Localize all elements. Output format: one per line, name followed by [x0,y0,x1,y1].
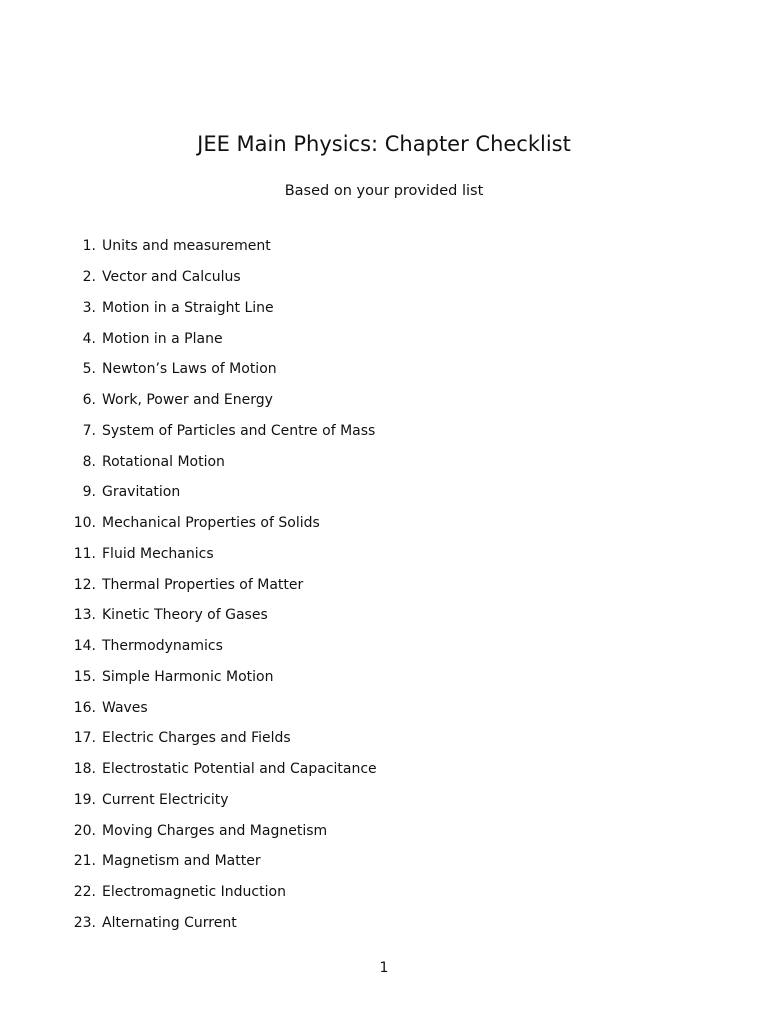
list-item [0,600,768,631]
item-label: Work, Power and Energy [102,392,273,409]
item-number: 19. [73,791,96,808]
item-label: Vector and Calculus [102,269,241,286]
list-item [0,508,768,539]
list-item [0,477,768,508]
item-number: 17. [73,730,96,747]
list-item [0,662,768,693]
item-label: Waves [102,699,148,716]
list-item [0,908,768,939]
item-number: 2. [82,269,96,286]
item-number: 11. [73,545,96,562]
item-number: 21. [73,853,96,870]
list-item [0,846,768,877]
list-item [0,877,768,908]
item-label: Alternating Current [102,914,237,931]
item-label: Newton’s Laws of Motion [102,361,277,378]
item-number: 5. [82,361,96,378]
item-number: 20. [73,822,96,839]
list-item [0,262,768,293]
item-number: 18. [73,761,96,778]
item-number: 1. [82,238,96,255]
list-item [0,231,768,262]
list-item [0,785,768,816]
page-subtitle: Based on your provided list [284,183,484,199]
list-item [0,354,768,385]
item-number: 23. [73,914,96,931]
item-label: Gravitation [102,484,181,501]
item-label: Electromagnetic Induction [102,884,286,901]
list-item [0,385,768,416]
item-label: Thermal Properties of Matter [102,576,304,593]
item-label: Fluid Mechanics [102,545,214,562]
list-item [0,416,768,447]
item-label: Mechanical Properties of Solids [102,515,320,532]
item-label: System of Particles and Centre of Mass [102,422,376,439]
item-label: Rotational Motion [102,453,225,470]
item-label: Magnetism and Matter [102,853,261,870]
item-label: Electric Charges and Fields [102,730,291,747]
item-label: Units and measurement [102,238,271,255]
list-item [0,293,768,324]
item-number: 4. [82,330,96,347]
item-number: 7. [82,422,96,439]
item-label: Electrostatic Potential and Capacitance [102,761,377,778]
item-number: 16. [73,699,96,716]
item-label: Thermodynamics [102,638,223,655]
item-label: Simple Harmonic Motion [102,668,274,685]
item-label: Motion in a Plane [102,330,223,347]
item-number: 13. [73,607,96,624]
chapter-checklist [0,231,768,938]
list-item [0,569,768,600]
list-item [0,692,768,723]
list-item [0,446,768,477]
list-item [0,815,768,846]
item-number: 3. [82,299,96,316]
item-number: 22. [73,884,96,901]
page-number: 1 [379,960,389,976]
item-number: 10. [73,515,96,532]
list-item [0,754,768,785]
item-number: 15. [73,668,96,685]
page-title: JEE Main Physics: Chapter Checklist [197,132,571,156]
item-number: 6. [82,392,96,409]
list-item [0,631,768,662]
item-number: 14. [73,638,96,655]
item-label: Kinetic Theory of Gases [102,607,268,624]
list-item [0,539,768,570]
item-label: Current Electricity [102,791,229,808]
item-label: Motion in a Straight Line [102,299,274,316]
list-item [0,723,768,754]
item-label: Moving Charges and Magnetism [102,822,328,839]
item-number: 12. [73,576,96,593]
list-item [0,323,768,354]
item-number: 9. [82,484,96,501]
item-number: 8. [82,453,96,470]
